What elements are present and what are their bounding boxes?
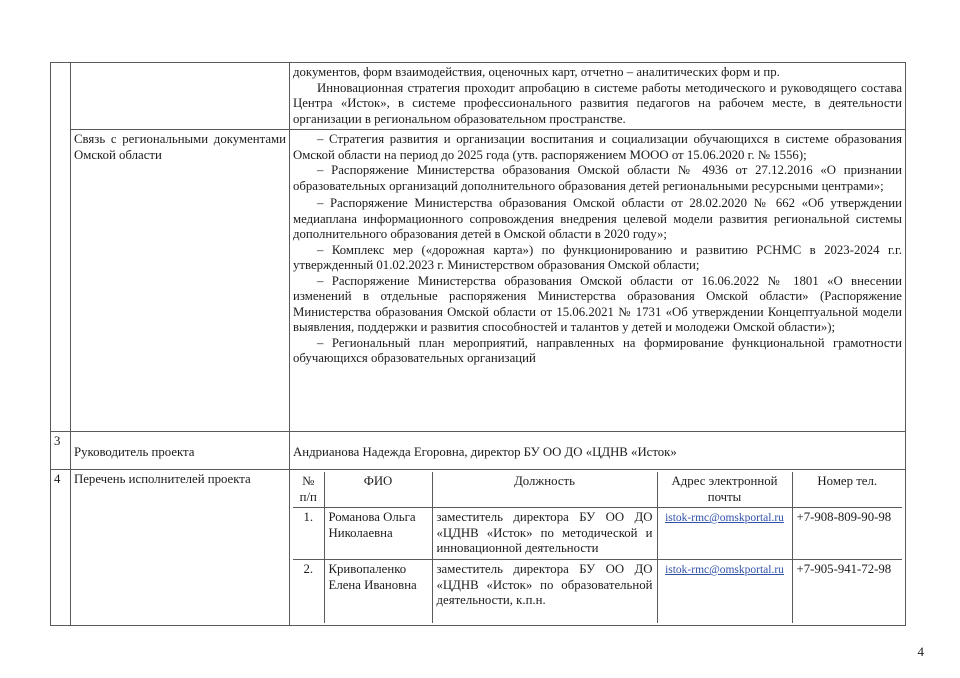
page-number: 4	[917, 644, 924, 659]
executor-phone: +7-908-809-90-98	[792, 508, 902, 560]
executor-position: заместитель директора БУ ОО ДО «ЦДНВ «Исток» по образовательной деятельности, к.п.н.	[432, 560, 657, 623]
executor-row	[293, 508, 902, 560]
row-number-4: 4	[51, 470, 71, 626]
row-regional-documents	[51, 130, 906, 432]
executors-header-num: № п/п	[293, 472, 324, 508]
executors-header-row	[293, 472, 902, 508]
executors-header-phone: Номер тел.	[792, 472, 902, 508]
row-project-leader	[51, 432, 906, 470]
continuation-content-cell	[290, 63, 906, 130]
executor-email-cell	[657, 508, 792, 560]
executor-row	[293, 560, 902, 623]
executors-table	[293, 472, 902, 623]
row-number-cell-empty	[51, 63, 71, 432]
label-cell-empty	[71, 63, 290, 130]
executors-header-email: Адрес электронной почты	[657, 472, 792, 508]
regional-documents-label: Связь с региональными документами Омской области	[71, 130, 290, 432]
row-executors	[51, 470, 906, 626]
email-link[interactable]: istok-rmc@omskportal.ru	[665, 564, 784, 576]
executor-phone: +7-905-941-72-98	[796, 562, 892, 576]
executors-header-name: ФИО	[324, 472, 432, 508]
regional-item: – Комплекс мер («дорожная карта») по функционированию и развитию РСНМС в 2023-2024 г.г. утвержденный 01.02.2023 г. Министерством образования Омской области;	[293, 242, 902, 272]
regional-item: – Распоряжение Министерства образования Омской области от 28.02.2020 № 662 «Об утверждении медиаплана информационного сопровождения внедрения целевой модели развития региональной системы дополнительного образования детей в Омской области в 2020 году»;	[293, 196, 902, 241]
email-link[interactable]: istok-rmc@omskportal.ru	[665, 512, 784, 524]
regional-item: – Стратегия развития и организации воспитания и социализации обучающихся в системе образования Омской области на период до 2025 года (утв. распоряжением МООО от 15.06.2020 г. № 1556);	[293, 132, 902, 162]
executor-name: Романова Ольга Николаевна	[324, 508, 432, 560]
project-leader-value: Андрианова Надежда Егоровна, директор БУ ОО ДО «ЦДНВ «Исток»	[290, 432, 906, 470]
executors-label: Перечень исполнителей проекта	[71, 470, 290, 626]
executors-table-cell	[290, 470, 906, 626]
executor-num: 1.	[293, 508, 324, 560]
row-continuation	[51, 63, 906, 130]
row-number-3: 3	[51, 432, 71, 470]
regional-item: – Распоряжение Министерства образования Омской области от 16.06.2022 № 1801 «О внесении изменений в отдельные распоряжения Министерства образования Омской области» (Распоряжение Министерства образования Омской области от 15.06.2021 № 1731 «Об утверждении Концептуальной модели выявления, поддержки и развития способностей и талантов у детей и молодежи Омской области»);	[293, 273, 902, 334]
regional-item: – Региональный план мероприятий, направленных на формирование функциональной грамотности обучающихся образовательных организаций	[293, 335, 902, 365]
regional-item: – Распоряжение Министерства образования Омской области № 4936 от 27.12.2016 «О признании образовательных организаций дополнительного образования детей региональными ресурсными центрами»;	[293, 163, 902, 193]
executor-name: Кривопаленко Елена Ивановна	[324, 560, 432, 623]
continuation-paragraph-2: Инновационная стратегия проходит апробацию в системе работы методического и руководящего состава Центра «Исток», в системе профессионального развития педагогов на рабочем месте, в деятельности организации в региональном образовательном пространстве.	[293, 80, 902, 126]
executor-position: заместитель директора БУ ОО ДО «ЦДНВ «Исток» по методической и инновационной деятельности	[432, 508, 657, 560]
executors-header-position: Должность	[432, 472, 657, 508]
executor-email-cell	[657, 560, 792, 623]
regional-documents-content-cell	[290, 130, 906, 432]
project-info-table	[50, 62, 906, 626]
continuation-paragraph-1: документов, форм взаимодействия, оценочных карт, отчетно – аналитических форм и пр.	[293, 65, 780, 79]
executor-num: 2.	[293, 560, 324, 623]
project-leader-label: Руководитель проекта	[71, 432, 290, 470]
